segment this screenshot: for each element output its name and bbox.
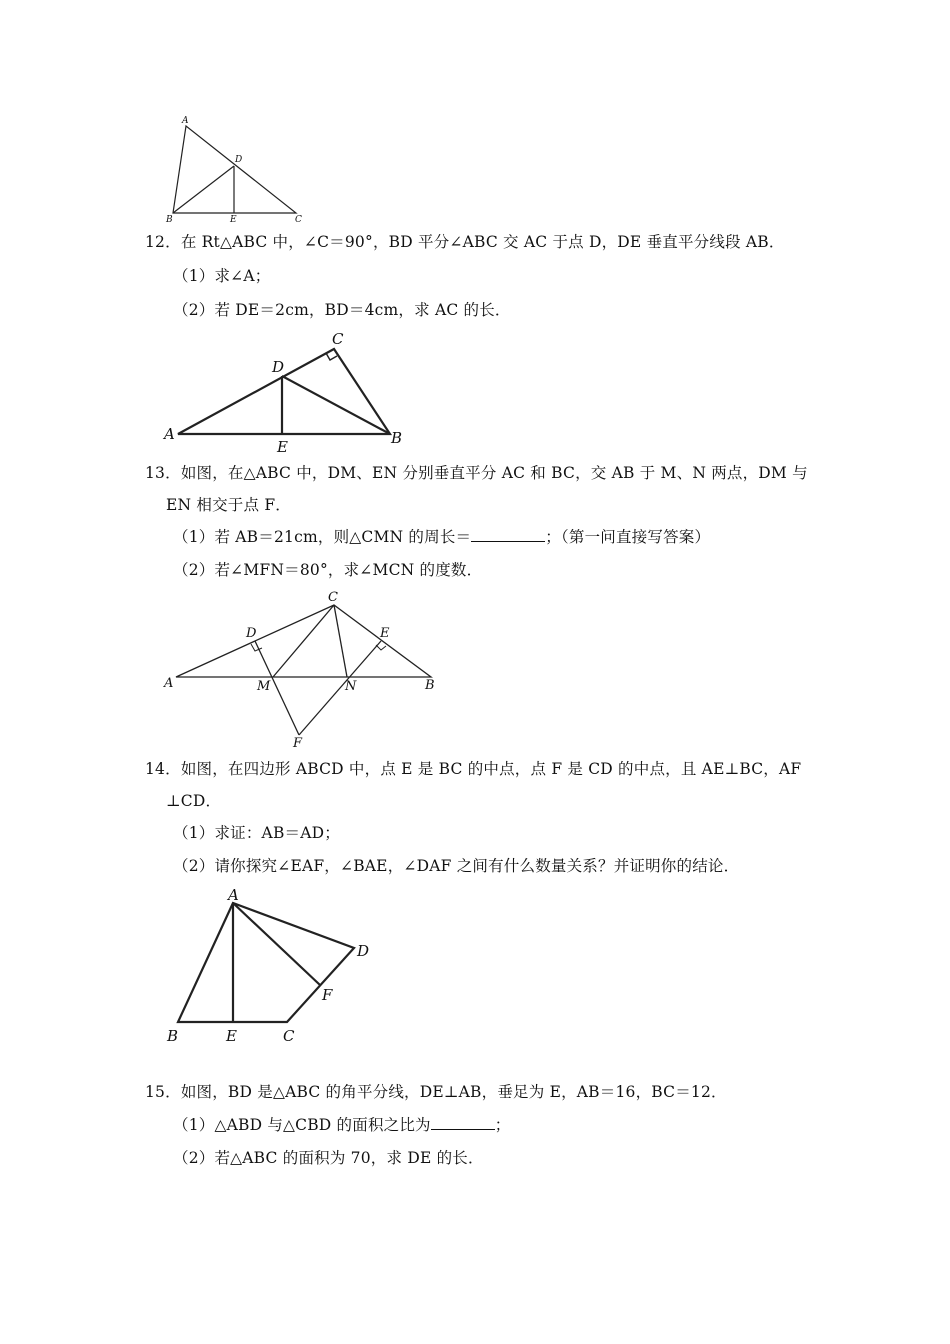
q14-label-b: B [167,1027,179,1045]
q14-label-c: C [283,1027,295,1045]
q15-part1-text: （1）△ABD 与△CBD 的面积之比为 [173,1116,431,1134]
q15-part1 [173,1114,510,1136]
q13-label-b: B [425,678,435,693]
q14-label-e: E [226,1027,237,1045]
q11-label-c: C [295,215,302,225]
q15-stem: 15．如图，BD 是△ABC 的角平分线，DE⊥AB，垂足为 E，AB＝16，BC＝12． [145,1083,727,1101]
q14-segment-af [233,903,320,985]
q13-label-n: N [345,679,357,694]
q13-label-f: F [293,736,303,751]
q14-stem-line2: ⊥CD． [166,792,222,810]
q12-label-b: B [391,429,403,447]
q11-label-e: E [230,215,237,225]
q14-part1: （1）求证：AB＝AD； [173,824,340,842]
q13-label-d: D [246,626,257,641]
q12-label-a: A [164,425,175,443]
q14-quadrilateral [178,903,354,1022]
q13-stem-line1: 13．如图，在△ABC 中，DM、EN 分别垂直平分 AC 和 BC，交 AB 于 M、N 两点，DM 与 [145,464,808,482]
q13-label-a: A [164,676,174,691]
q12-part1: （1）求∠A； [173,267,271,285]
q15-answer-blank[interactable] [431,1114,495,1130]
q13-part2: （2）若∠MFN＝80°，求∠MCN 的度数． [173,561,483,579]
q14-label-a: A [228,886,239,904]
q11-label-d: D [235,155,243,165]
q11-label-b: B [166,215,173,225]
q14-label-f: F [322,986,333,1004]
q14-label-d: D [357,942,370,960]
q13-label-c: C [328,590,338,605]
q13-part1-text: （1）若 AB＝21cm，则△CMN 的周长＝ [173,528,472,546]
q15-part2: （2）若△ABC 的面积为 70，求 DE 的长． [173,1149,484,1167]
q13-stem-line2: EN 相交于点 F． [166,496,291,514]
q14-part2: （2）请你探究∠EAF，∠BAE，∠DAF 之间有什么数量关系？并证明你的结论． [173,857,740,875]
q13-label-e: E [380,626,390,641]
q14-stem-line1: 14．如图，在四边形 ABCD 中，点 E 是 BC 的中点，点 F 是 CD 的中点，且 AE⊥BC，AF [145,760,802,778]
q12-label-c: C [332,330,344,348]
q15-part1-end: ； [494,1116,511,1134]
q13-label-m: M [257,679,271,694]
q11-label-a: A [182,116,189,126]
q12-label-d: D [272,358,285,376]
q12-label-e: E [277,438,288,456]
q12-stem: 12．在 Rt△ABC 中，∠C＝90°，BD 平分∠ABC 交 AC 于点 D，DE 垂直平分线段 AB． [145,233,785,251]
q12-part2: （2）若 DE＝2cm，BD＝4cm，求 AC 的长． [173,301,511,319]
q13-part1-note: ；（第一问直接写答案） [545,528,711,546]
